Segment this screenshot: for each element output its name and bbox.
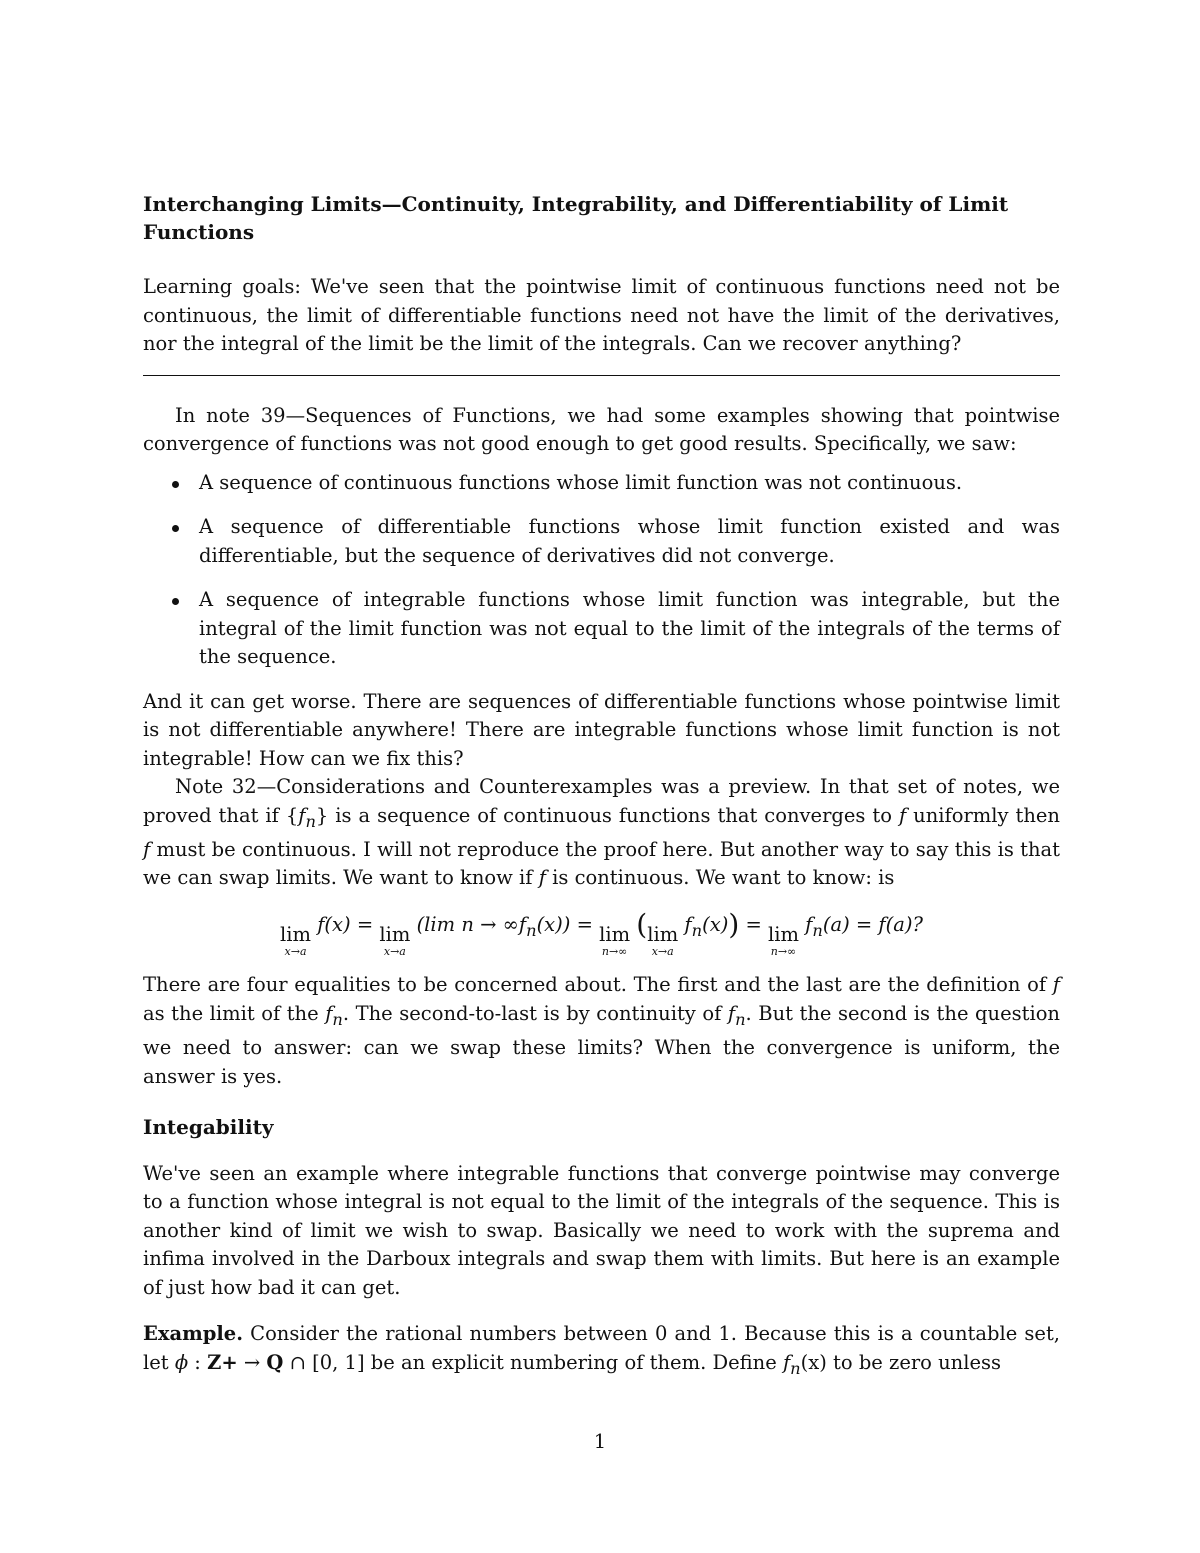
limit-equation: lim x→a f(x) = lim x→a (lim $n \to \infty f_n(x)$) = lim n→∞ ( lim x→a $f_n(x)$) = lim n→∞ $f_n(a) = f(a)$? (280, 907, 923, 959)
lim-operator: lim x→a (379, 922, 411, 959)
four-equalities-paragraph: There are four equalities to be concerned about. The first and the last are the definition of f as the limit of the $f_n$. The second-to-last is by continuity of $f_n$. But the second is the question we need to answer: can we swap these limits? When the convergence is uniform, the answer is yes. (143, 973, 1060, 1088)
worse-paragraph: And it can get worse. There are sequences of differentiable functions whose pointwise limit is not differentiable anywhere! There are integrable functions whose limit function is not integrable! How can we fix this? (143, 689, 1060, 770)
page-number: 1 (593, 1430, 607, 1453)
learning-goals: Learning goals: We've seen that the pointwise limit of continuous functions need not be continuous, the limit of differentiable functions need not have the limit of the derivatives, nor the integral of the limit be the limit of the integrals. Can we recover anything? (143, 275, 1060, 355)
intro-paragraph: In note 39—Sequences of Functions, we had some examples showing that pointwise convergence of functions was not good enough to get good results. Specifically, we saw: (143, 403, 1060, 455)
example-paragraph: Example. Consider the rational numbers between 0 and 1. Because this is a countable set, let ϕ : Z+ → Q ∩ [0, 1] be an explicit numbering of them. Define $f_n(x)$ to be zero unless (143, 1322, 1060, 1378)
list-item: A sequence of integrable functions whose limit function was integrable, but the integral of the limit function was not equal to the limit of the integrals of the terms of the sequence. (199, 586, 1060, 672)
document-page (143, 190, 1060, 1383)
lim-operator: lim n→∞ (768, 922, 799, 959)
bullet-icon (172, 598, 179, 605)
lim-operator: lim x→a (647, 922, 679, 959)
lim-operator: lim n→∞ (599, 922, 631, 959)
paper-title: Interchanging Limits—Continuity, Integrability, and Differentiability of Limit Functions (143, 192, 1009, 244)
integability-paragraph: We've seen an example where integrable functions that converge pointwise may converge to a function whose integral is not equal to the limit of the integrals of the sequence. This is another kind of limit we wish to swap. Basically we need to work with the suprema and infima involved in the Darboux integrals and swap them with limits. But here is an example of just how bad it can get. (143, 1161, 1060, 1299)
list-item: A sequence of continuous functions whose limit function was not continuous. (199, 469, 1060, 498)
horizontal-rule (143, 375, 1060, 376)
list-item: A sequence of differentiable functions whose limit function existed and was differentiable, but the sequence of derivatives did not converge. (199, 513, 1060, 570)
section-heading: Integability (143, 1115, 274, 1140)
bullet-icon (172, 481, 179, 488)
example-list (143, 469, 1060, 672)
lim-operator: lim x→a (280, 922, 312, 959)
bullet-icon (172, 525, 179, 532)
note32-paragraph: Note 32—Considerations and Counterexamples was a preview. In that set of notes, we proved that if $\{f_n\}$ is a sequence of continuous functions that converges to f uniformly then f must be continuous. I will not reproduce the proof here. But another way to say this is that we can swap limits. We want to know if f is continuous. We want to know: is (143, 775, 1060, 890)
